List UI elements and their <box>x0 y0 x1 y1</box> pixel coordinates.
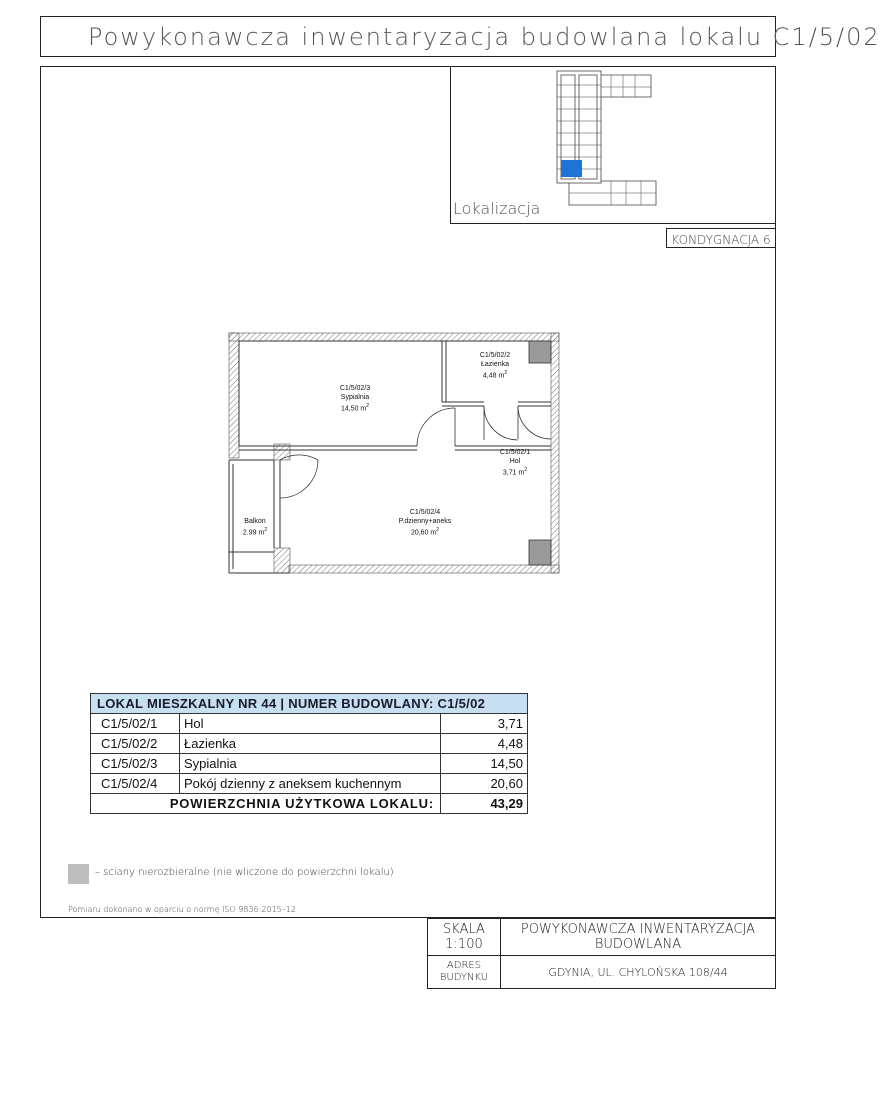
table-row <box>91 714 528 734</box>
table-total-row <box>91 794 528 814</box>
page-title: Powykonawcza inwentaryzacja budowlana lokalu C1/5/02 <box>88 23 881 51</box>
address-value: GDYNIA, UL. CHYLOŃSKA 108/44 <box>501 956 776 989</box>
location-map-panel <box>450 66 776 224</box>
row-code: C1/5/02/4 <box>91 774 180 794</box>
norm-note: Pomiaru dokonano w oparciu o normę ISO 9836:2015–12 <box>68 905 296 914</box>
room-area: 2.99 $m^2$ <box>242 527 268 537</box>
title-block <box>427 918 776 989</box>
room-code: C1/5/02/4 <box>409 509 441 516</box>
row-name: Pokój dzienny z aneksem kuchennym <box>180 774 441 794</box>
document-type-line2: BUDOWLANA <box>594 937 682 952</box>
room-label-pokoj-dzienny <box>370 508 480 537</box>
floor-tag-text: KONDYGNACJA 6 <box>671 233 771 247</box>
address-label-line2: BUDYNKU <box>439 972 489 983</box>
row-area: 14,50 <box>441 754 528 774</box>
room-name: Sypialnia <box>340 394 370 401</box>
room-name: Łazienka <box>480 361 510 368</box>
room-label-balkon <box>234 517 276 537</box>
row-area: 20,60 <box>441 774 528 794</box>
room-area: 3,71 $m^2$ <box>502 467 528 477</box>
room-code: C1/5/02/2 <box>479 352 511 359</box>
unit-highlight <box>561 160 582 177</box>
area-table <box>90 693 528 814</box>
row-code: C1/5/02/1 <box>91 714 180 734</box>
total-label: POWIERZCHNIA UŻYTKOWA LOKALU: <box>91 794 441 814</box>
scale-value: 1:100 <box>445 937 483 952</box>
address-label-cell <box>428 956 501 989</box>
room-code: C1/5/02/1 <box>499 449 531 456</box>
location-label: Lokalizacja <box>453 199 541 218</box>
legend-swatch <box>68 864 89 884</box>
row-name: Łazienka <box>180 734 441 754</box>
table-header: LOKAL MIESZKALNY NR 44 | NUMER BUDOWLANY: C1/5/02 <box>91 694 528 714</box>
address-label-line1: ADRES <box>446 960 482 971</box>
room-name: Balkon <box>244 518 266 525</box>
room-name: Hol <box>509 458 521 465</box>
room-code: C1/5/02/3 <box>339 385 371 392</box>
room-area: 4,48 $m^2$ <box>482 370 508 380</box>
room-name: P.dzienny+aneks <box>398 518 452 525</box>
document-type-line1: POWYKONAWCZA INWENTARYZACJA <box>520 922 756 937</box>
floor-tag <box>666 228 776 248</box>
room-label-sypialnia <box>300 384 410 413</box>
row-area: 4,48 <box>441 734 528 754</box>
total-value: 43,29 <box>441 794 528 814</box>
row-name: Sypialnia <box>180 754 441 774</box>
room-area: 14,50 $m^2$ <box>340 403 370 413</box>
scale-cell <box>428 919 501 956</box>
scale-label: SKALA <box>443 922 485 937</box>
legend-text: – sciany nierozbieralne (nie wliczone do powierzchni lokalu) <box>95 867 394 878</box>
room-label-hol <box>480 448 550 477</box>
document-type-cell <box>501 919 776 956</box>
row-code: C1/5/02/2 <box>91 734 180 754</box>
row-code: C1/5/02/3 <box>91 754 180 774</box>
table-row <box>91 774 528 794</box>
table-row <box>91 754 528 774</box>
table-row <box>91 734 528 754</box>
room-area: 20,60 $m^2$ <box>410 527 440 537</box>
room-label-lazienka <box>455 351 535 380</box>
row-name: Hol <box>180 714 441 734</box>
table-header-row <box>91 694 528 714</box>
row-area: 3,71 <box>441 714 528 734</box>
